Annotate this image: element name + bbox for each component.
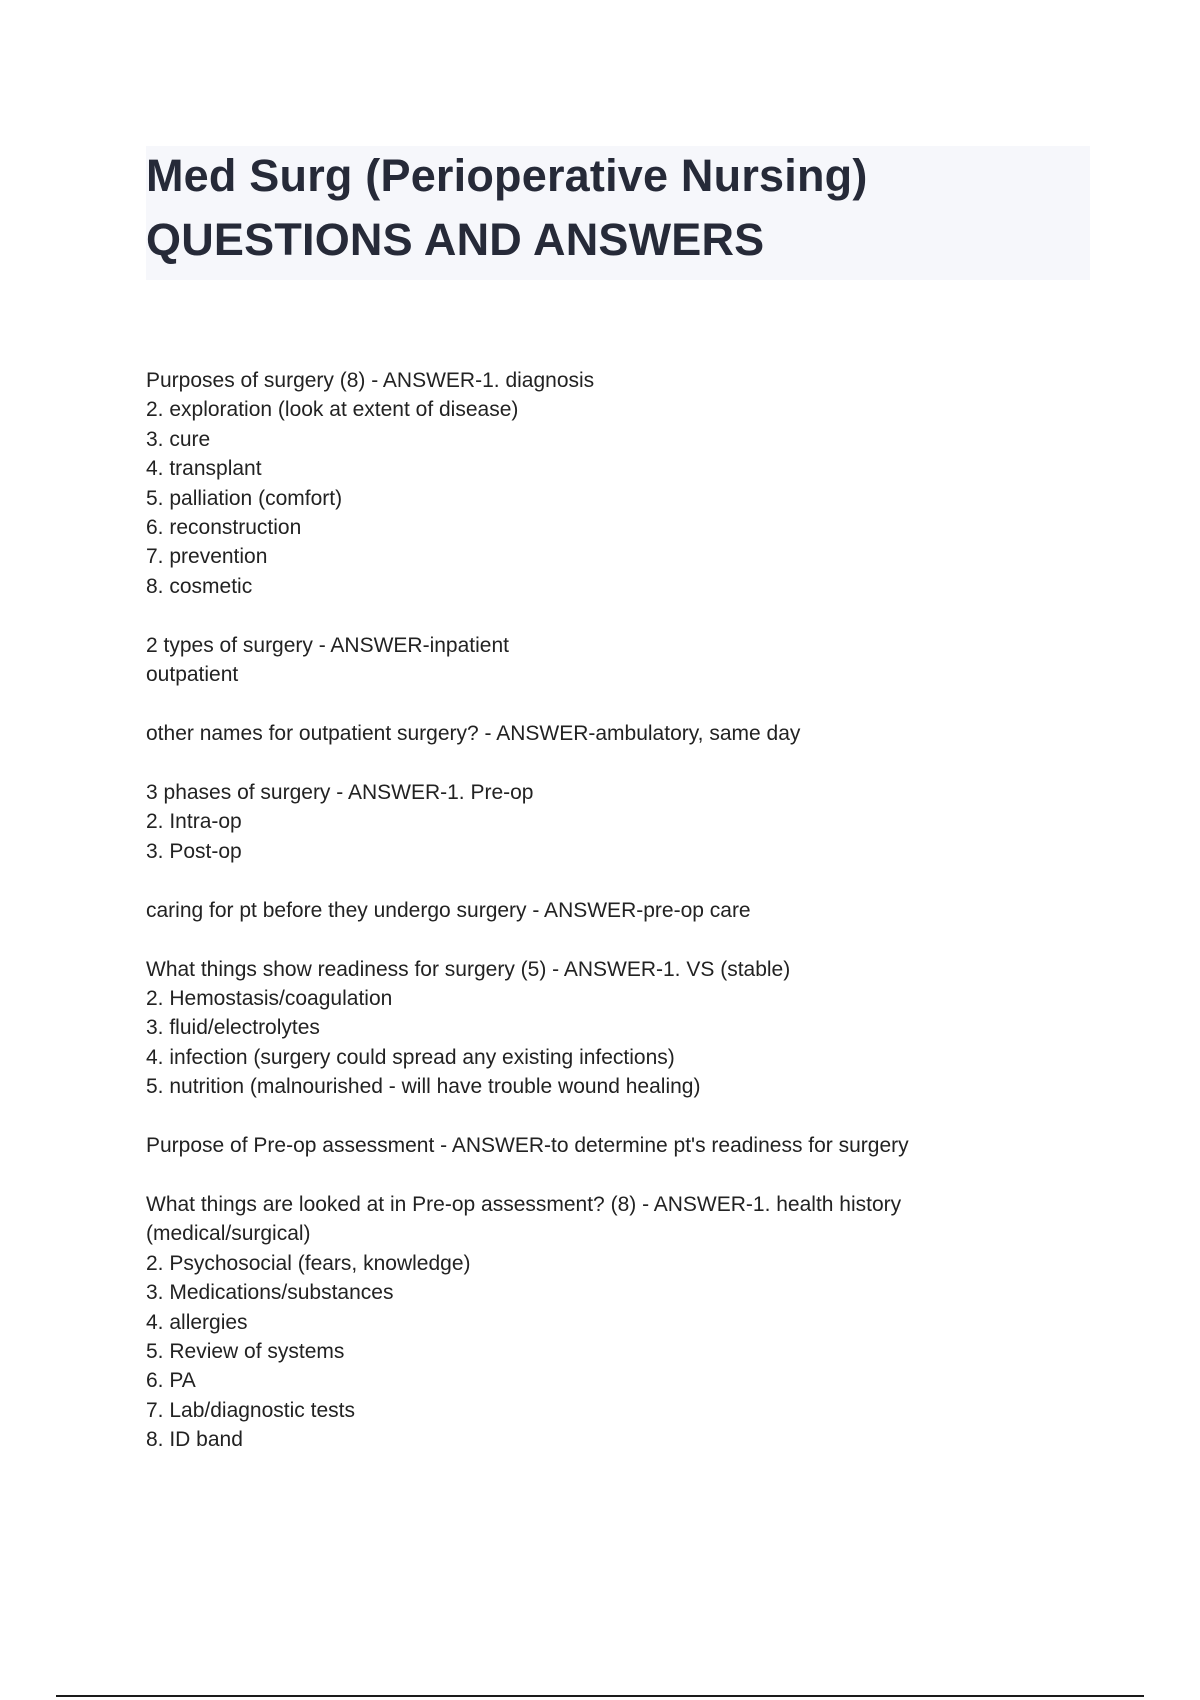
qa-item xyxy=(146,955,1090,1102)
qa-item xyxy=(146,719,1090,748)
document-title-line-1: Med Surg (Perioperative Nursing) xyxy=(146,150,868,201)
qa-answer-line: 4. allergies xyxy=(146,1310,248,1334)
qa-question-line: 3 phases of surgery - ANSWER-1. Pre-op xyxy=(146,780,534,804)
qa-answer-line: 2. Intra-op xyxy=(146,810,242,834)
document-title-block xyxy=(146,146,1090,280)
qa-answer-line: 7. Lab/diagnostic tests xyxy=(146,1398,355,1422)
qa-item xyxy=(146,778,1090,866)
qa-answer-line: 8. ID band xyxy=(146,1428,243,1452)
qa-answer-line: 5. palliation (comfort) xyxy=(146,486,343,510)
qa-answer-line: 2. Psychosocial (fears, knowledge) xyxy=(146,1251,471,1275)
qa-question-line: 2 types of surgery - ANSWER-inpatient xyxy=(146,633,509,657)
qa-answer-line: 3. fluid/electrolytes xyxy=(146,1016,320,1040)
qa-item xyxy=(146,366,1090,601)
qa-content xyxy=(146,366,1090,1484)
qa-item xyxy=(146,1131,1090,1160)
qa-item xyxy=(146,631,1090,690)
qa-question-line: other names for outpatient surgery? - ANSWER-ambulatory, same day xyxy=(146,722,801,746)
document-title-line-2: QUESTIONS AND ANSWERS xyxy=(146,214,765,265)
qa-question-line: What things are looked at in Pre-op assessment? (8) - ANSWER-1. health history xyxy=(146,1193,902,1217)
qa-answer-line: (medical/surgical) xyxy=(146,1222,311,1246)
qa-answer-line: 3. Post-op xyxy=(146,839,242,863)
qa-answer-line: 2. exploration (look at extent of disease) xyxy=(146,398,519,422)
qa-answer-line: 5. Review of systems xyxy=(146,1340,345,1364)
qa-question-line: Purposes of surgery (8) - ANSWER-1. diagnosis xyxy=(146,369,595,392)
qa-question-line: What things show readiness for surgery (5) - ANSWER-1. VS (stable) xyxy=(146,957,791,981)
page-bottom-rule xyxy=(56,1695,1144,1697)
qa-question-line: Purpose of Pre-op assessment - ANSWER-to determine pt's readiness for surgery xyxy=(146,1134,909,1158)
qa-answer-line: 8. cosmetic xyxy=(146,574,253,598)
qa-answer-line: 4. transplant xyxy=(146,457,262,481)
qa-answer-line: 3. cure xyxy=(146,427,211,451)
qa-answer-line: 6. reconstruction xyxy=(146,516,302,540)
qa-item xyxy=(146,1190,1090,1455)
qa-answer-line: 7. prevention xyxy=(146,545,268,569)
qa-answer-line: 5. nutrition (malnourished - will have trouble wound healing) xyxy=(146,1075,701,1099)
qa-answer-line: 4. infection (surgery could spread any existing infections) xyxy=(146,1045,675,1069)
qa-answer-line: 2. Hemostasis/coagulation xyxy=(146,987,393,1010)
qa-answer-line: outpatient xyxy=(146,663,239,687)
qa-question-line: caring for pt before they undergo surgery - ANSWER-pre-op care xyxy=(146,898,751,922)
qa-answer-line: 6. PA xyxy=(146,1369,196,1393)
qa-answer-line: 3. Medications/substances xyxy=(146,1281,394,1305)
qa-item xyxy=(146,896,1090,925)
